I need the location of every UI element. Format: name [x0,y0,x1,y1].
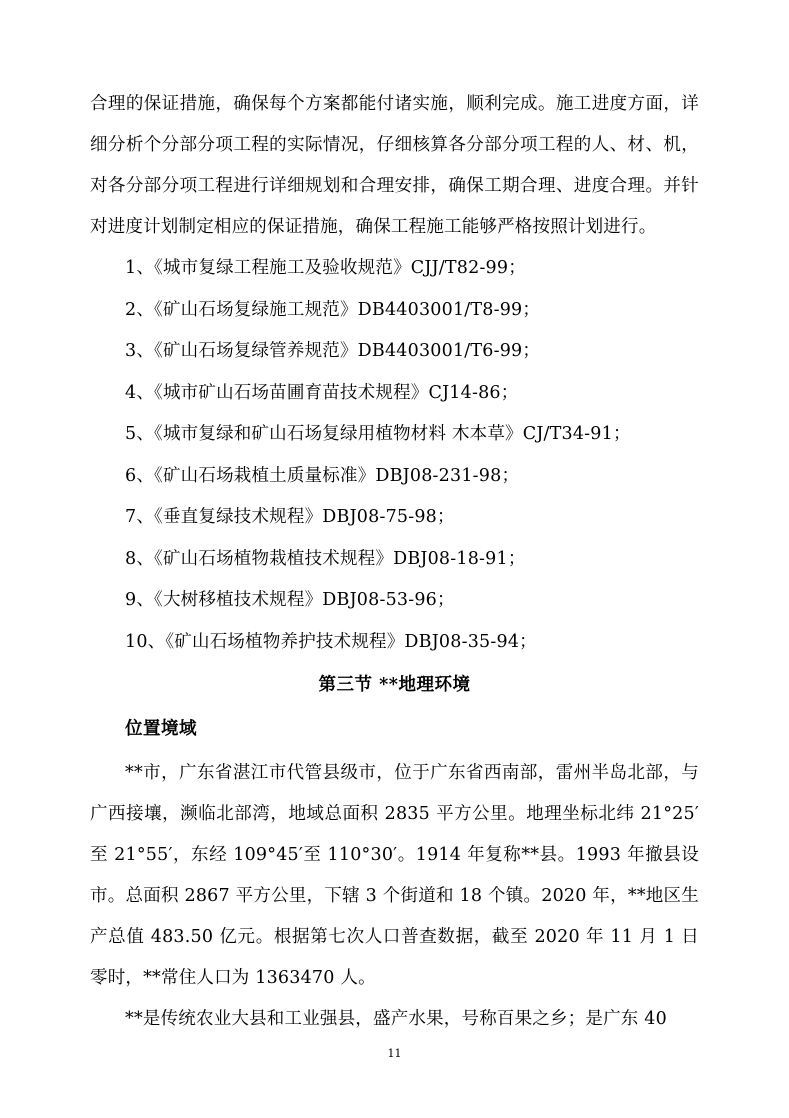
opening-paragraph: 合理的保证措施，确保每个方案都能付诸实施，顺利完成。施工进度方面，详细分析个分部分项工程的实际情况，仔细核算各分部分项工程的人、材、机，对各分部分项工程进行详细规划和合理安排，确保工期合理、进度合理。并针对进度计划制定相应的保证措施，确保工程施工能够严格按照计划进行。 [90,94,699,237]
list-item: 7、《垂直复绿技术规程》DBJ08-75-98； [125,507,455,527]
section-heading: 第三节 **地理环境 [318,675,471,695]
list-item: 6、《矿山石场栽植土质量标准》DBJ08-231-98； [125,465,520,486]
list-item: 5、《城市复绿和矿山石场复绿用植物材料 木本草》CJ/T34-91； [125,424,631,444]
list-item: 4、《城市矿山石场苗圃育苗技术规程》CJ14-86； [125,382,519,403]
standards-list [90,248,699,663]
list-item: 8、《矿山石场植物栽植技术规程》DBJ08-18-91； [125,548,526,569]
list-item: 10、《矿山石场植物养护技术规程》DBJ08-35-94； [125,631,537,652]
list-item: 1、《城市复绿工程施工及验收规范》CJJ/T82-99； [125,258,526,278]
paragraph-two: **是传统农业大县和工业强县，盛产水果，号称百果之乡；是广东 40 [125,1009,667,1029]
paragraph-one: **市，广东省湛江市代管县级市，位于广东省西南部，雷州半岛北部，与广西接壤，濒临北部湾，地域总面积 2835 平方公里。地理坐标北纬 21°25′至 21°55′，东经 109°45′至 110°30′。1914 年复称**县。1993 年撤县设市。总面积 2867 平方公里，下辖 3 个街道和 18 个镇。2020 年，**地区生产总值 483.50 亿元。根据第七次人口普查数据，截至 2020 年 11 月 1 日零时，**常住人口为 1363470 人。 [90,763,699,988]
page-number: 11 [387,1047,402,1060]
subsection-heading: 位置境域 [125,719,197,739]
body-paragraphs [90,753,699,1040]
list-item: 9、《大树移植技术规程》DBJ08-53-96； [125,590,455,610]
list-item: 3、《矿山石场复绿管养规范》DB4403001/T6-99； [125,341,541,361]
list-item: 2、《矿山石场复绿施工规范》DB4403001/T8-99； [125,299,541,320]
